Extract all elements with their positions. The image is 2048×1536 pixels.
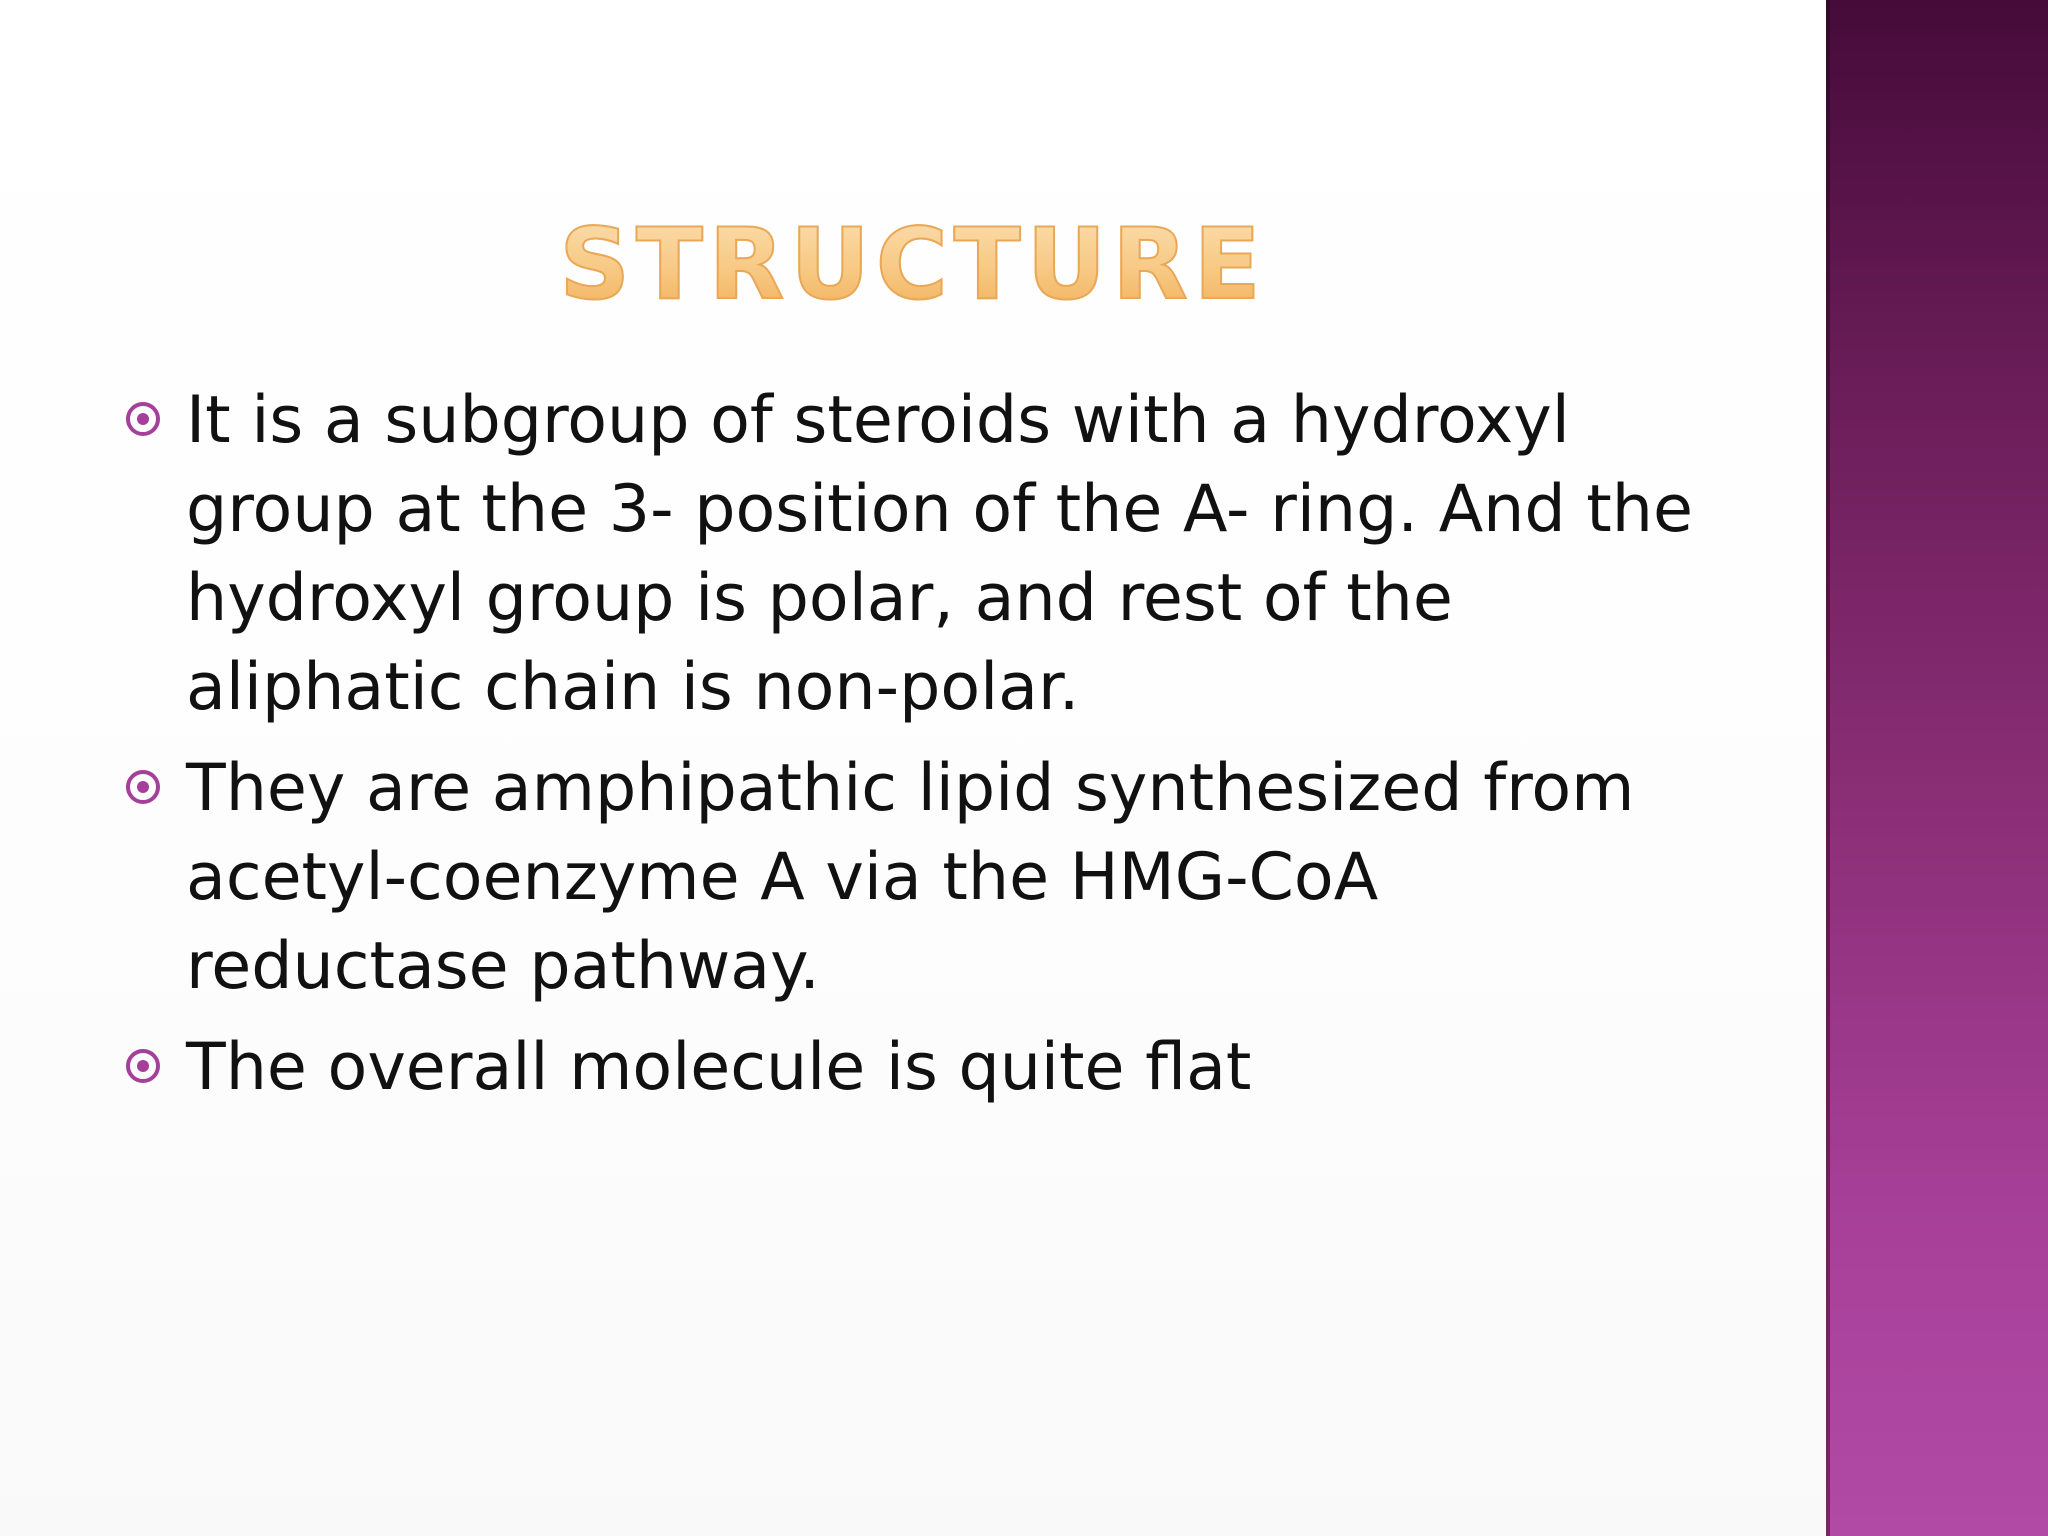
- bullet-text-2: They are amphipathic lipid synthesized from acetyl-coenzyme A via the HMG-CoA reductase pathway.: [186, 751, 1635, 1004]
- decorative-side-band: [1826, 0, 2048, 1536]
- bullet-item-2: [120, 744, 1700, 1011]
- bullet-item-1: [120, 376, 1700, 732]
- target-circle-icon: [126, 1049, 160, 1083]
- bullet-text-3: The overall molecule is quite flat: [186, 1030, 1252, 1105]
- slide-title: STRUCTURE: [0, 200, 1826, 330]
- side-band-edge: [1826, 0, 1830, 1536]
- bullet-text-1: It is a subgroup of steroids with a hydroxyl group at the 3- position of the A- ring. And the hydroxyl group is polar, and rest of the aliphatic chain is non-polar.: [186, 383, 1693, 725]
- target-circle-icon: [126, 402, 160, 436]
- target-circle-icon: [126, 770, 160, 804]
- bullet-item-3: [120, 1023, 1700, 1112]
- bullet-list: [120, 376, 1700, 1124]
